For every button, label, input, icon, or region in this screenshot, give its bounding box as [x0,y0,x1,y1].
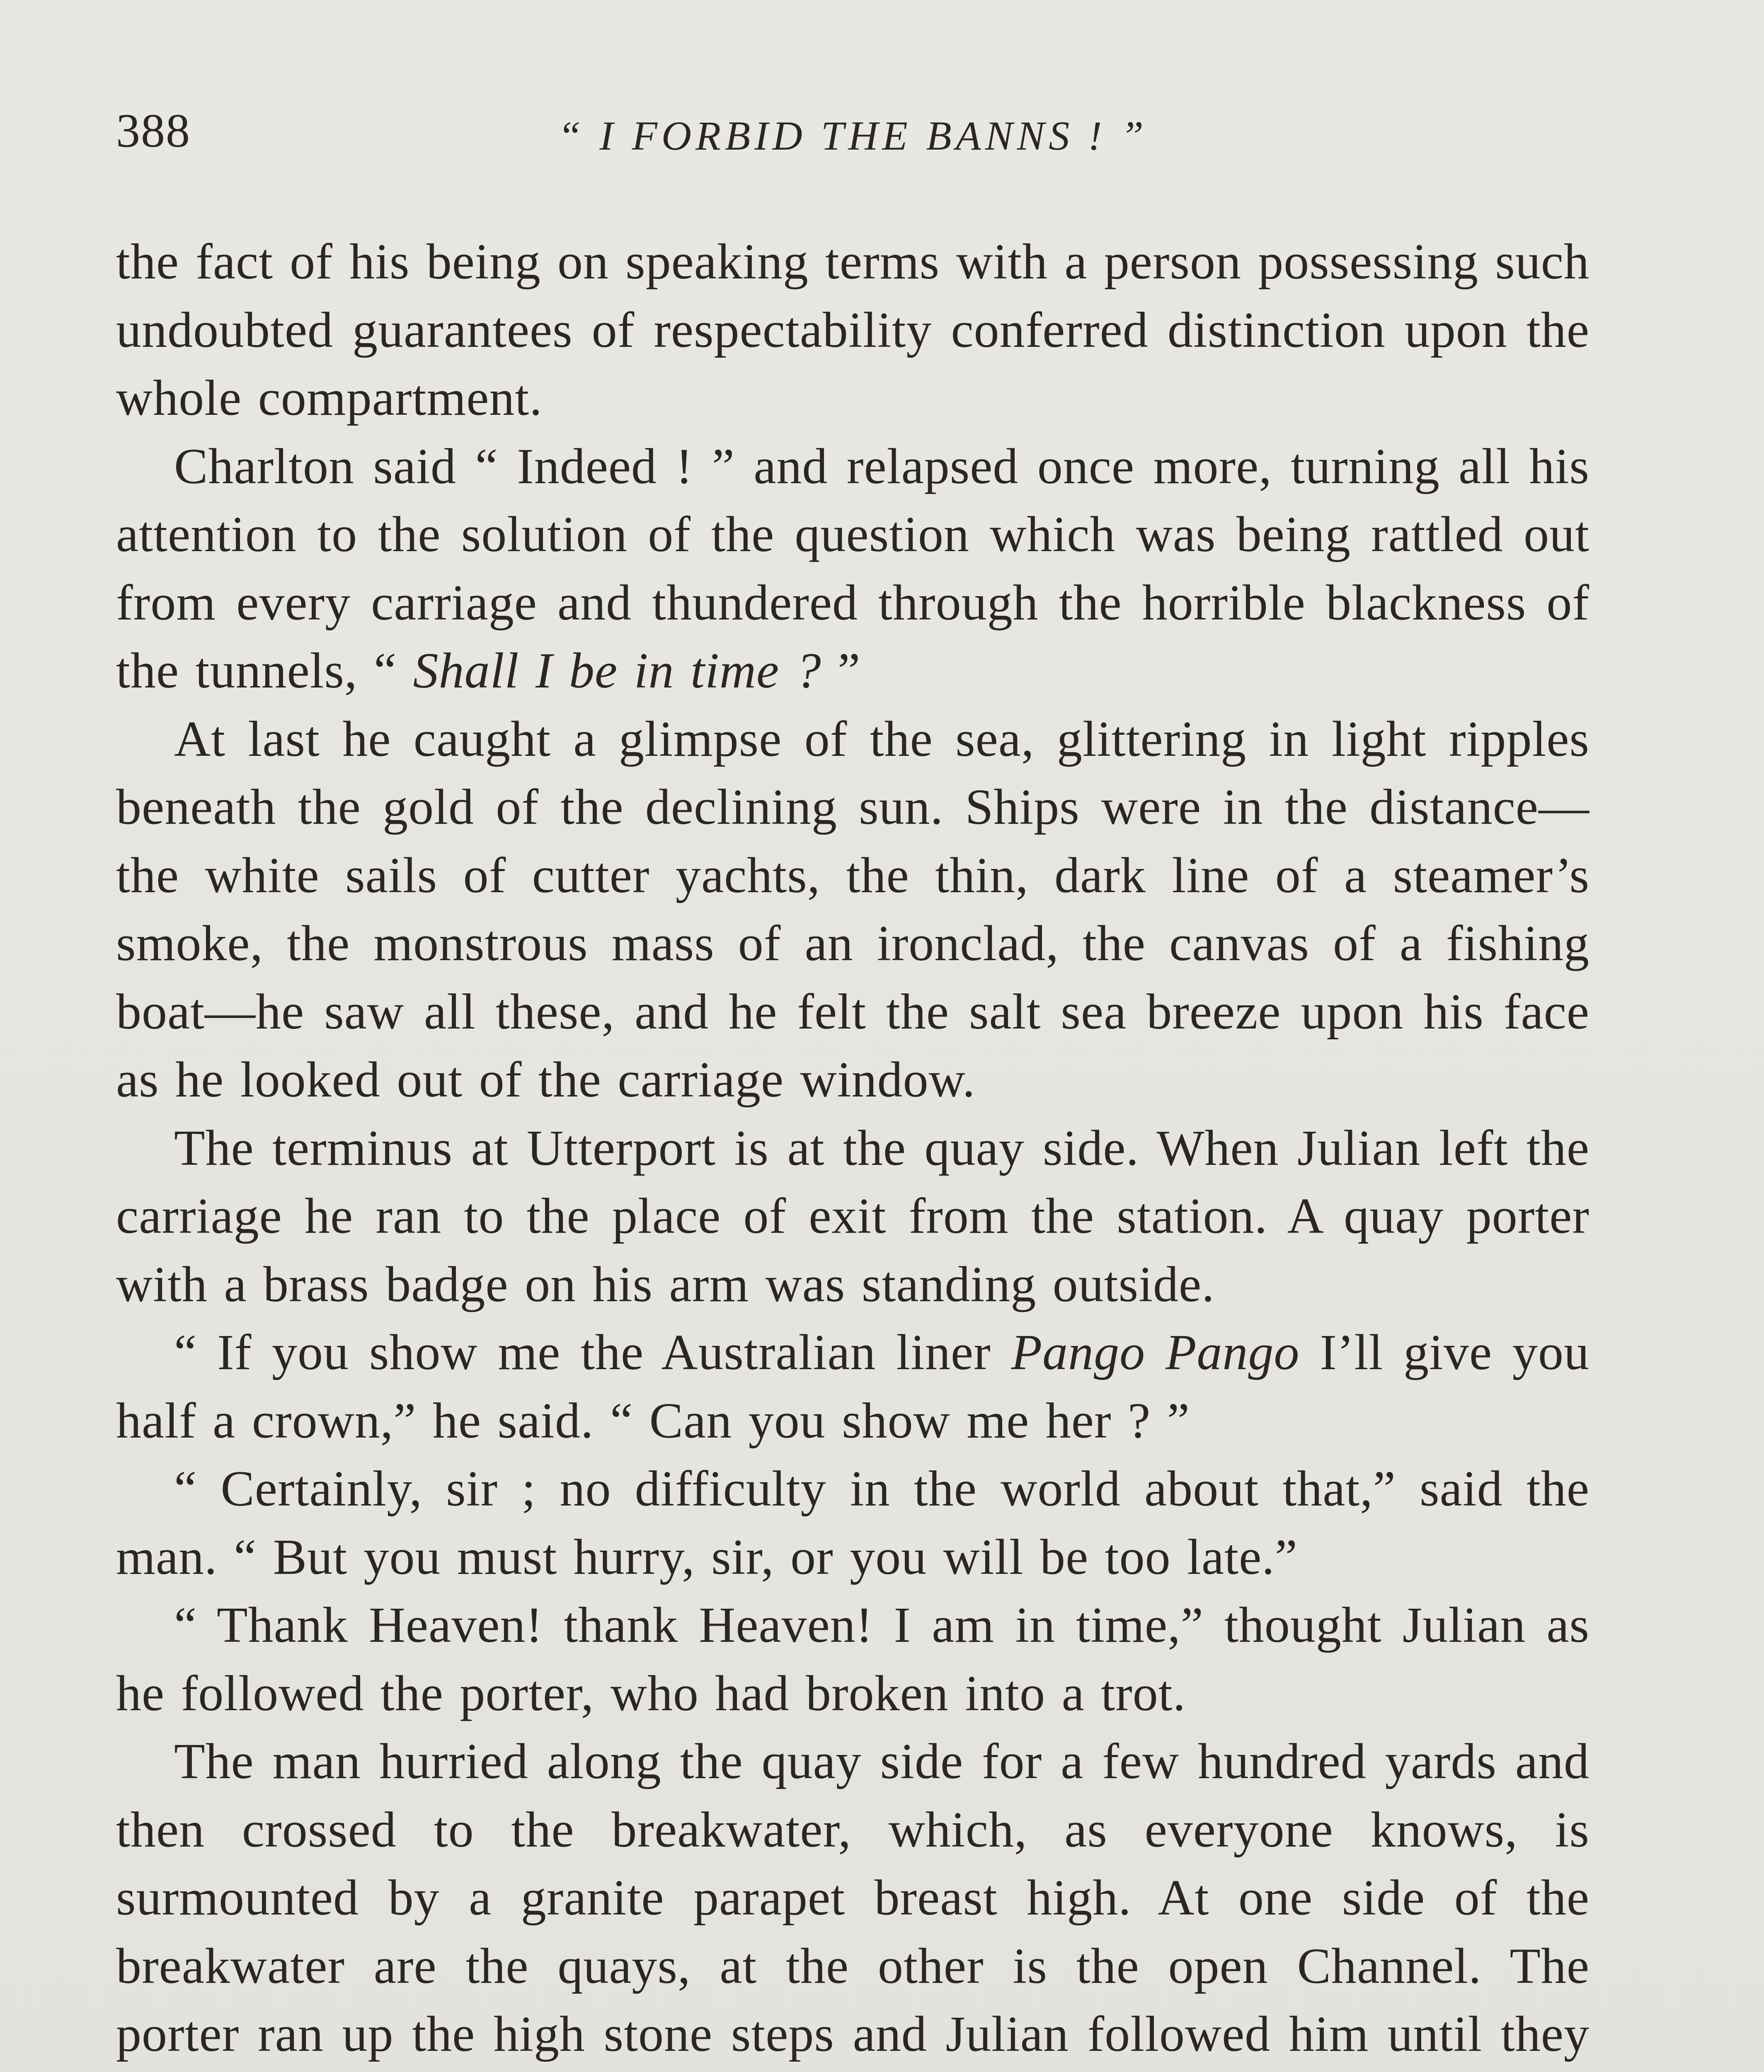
paragraph-2 [116,433,1590,705]
italic-text: Pango Pango [1011,1324,1300,1380]
paragraph-text: “ If you show me the Australian liner [174,1324,1011,1380]
page-header [116,104,1590,170]
paragraph-text: The man hurried along the quay side for a few hundred yards and then crossed to the breakwater, which, as everyone knows, is surmounted by a granite parapet breast high. At one side of the breakwater are the quays, at the other is the open Channel. The porter ran up the high stone steps and Julian followed him until they [116,1733,1590,2062]
paragraph-text: Charlton said “ Indeed ! ” and relapsed once more, turning all his attention to the solution of the question which was being rattled out from every carriage and thundered through the horrible blackness of the tunnels, “ [116,438,1590,699]
book-page [116,104,1590,2072]
paragraph-text: “ Thank Heaven! thank Heaven! I am in time,” thought Julian as he followed the porter, who had broken into a trot. [116,1597,1590,1721]
paragraph-text: I’ll give you half a crown,” he said. “ Can you show me her ? ” [116,1324,1590,1449]
paragraph-text: ” [821,643,861,699]
paragraph-5 [116,1319,1590,1455]
paragraph-1 [116,228,1590,433]
italic-text: Shall I be in time ? [413,643,821,699]
paragraph-text: At last he caught a glimpse of the sea, glittering in light ripples beneath the gold of the declining sun. Ships were in the distance—the white sails of cutter yachts, the thin, dark line of a steamer’s smoke, the monstrous mass of an ironclad, the canvas of a fishing boat—he saw all these, and he felt the salt sea breeze upon his face as he looked out of the carriage window. [116,711,1590,1108]
page-number: 388 [116,104,191,157]
paragraph-3 [116,705,1590,1114]
running-head: “ I FORBID THE BANNS ! ” [557,113,1148,159]
body-text [116,228,1590,2072]
paragraph-4 [116,1114,1590,1319]
paragraph-text: “ Certainly, sir ; no difficulty in the world about that,” said the man. “ But you must hurry, sir, or you will be too late.” [116,1461,1590,1585]
paragraph-7 [116,1591,1590,1728]
paragraph-8 [116,1728,1590,2072]
paragraph-6 [116,1455,1590,1591]
paragraph-text: the fact of his being on speaking terms with a person possessing such undoubted guarantees of respectability conferred distinction upon the whole compartment. [116,234,1590,426]
paragraph-text: The terminus at Utterport is at the quay side. When Julian left the carriage he ran to the place of exit from the station. A quay porter with a brass badge on his arm was standing outside. [116,1120,1590,1312]
